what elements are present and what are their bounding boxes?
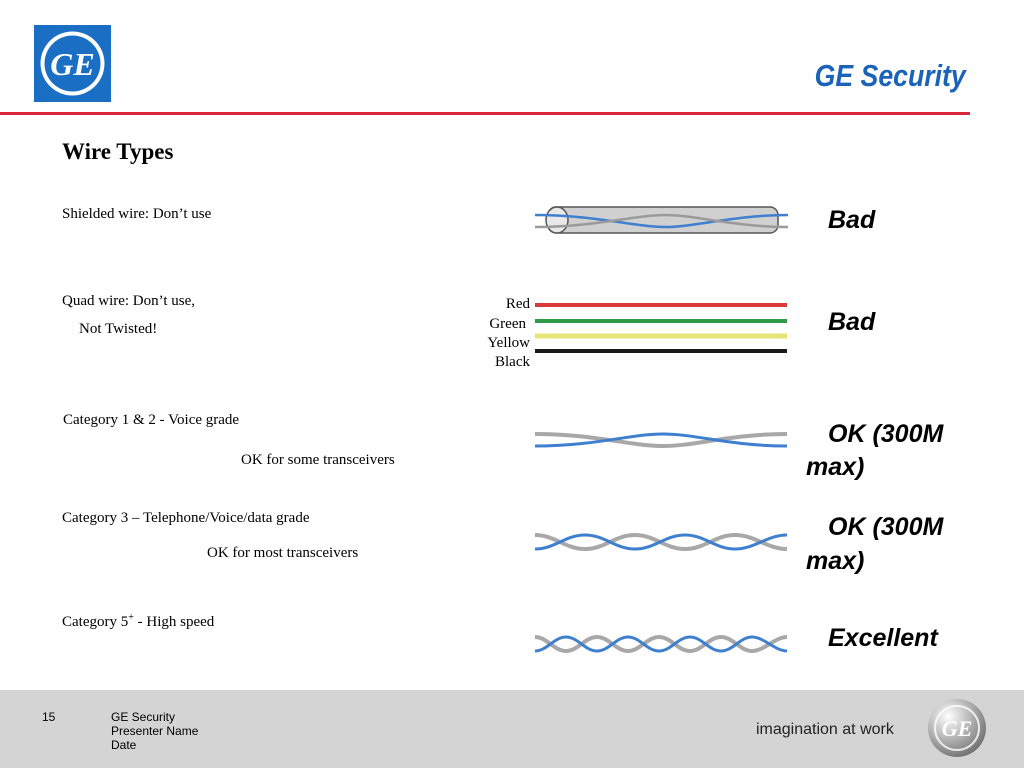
wire-label-yellow: Yellow bbox=[487, 335, 530, 351]
shielded-wire-diagram bbox=[535, 204, 790, 236]
wire-label-red: Red bbox=[505, 296, 530, 312]
row-cat12-note: OK for some transceivers bbox=[241, 452, 395, 468]
row-cat3-rating-line1: OK (300M bbox=[828, 513, 944, 541]
cat5-wire-diagram bbox=[535, 630, 790, 660]
footer-line-3: Date bbox=[111, 738, 137, 752]
ge-monogram-icon bbox=[34, 25, 111, 102]
row-quad-label: Quad wire: Don’t use, bbox=[62, 293, 196, 309]
row-shielded-rating: Bad bbox=[828, 206, 876, 234]
row-cat5-rating: Excellent bbox=[828, 624, 938, 652]
row-shielded-label: Shielded wire: Don’t use bbox=[62, 206, 212, 222]
row-cat12-rating-line2: max) bbox=[806, 453, 865, 481]
row-cat3-label: Category 3 – Telephone/Voice/data grade bbox=[62, 510, 310, 526]
quad-wire-diagram bbox=[535, 300, 790, 356]
row-quad-label-line2: Not Twisted! bbox=[79, 321, 158, 337]
wire-label-black: Black bbox=[495, 354, 530, 370]
page-number: 15 bbox=[42, 710, 56, 724]
header-divider bbox=[0, 112, 970, 115]
row-cat3-note: OK for most transceivers bbox=[207, 545, 359, 561]
row-cat5-label: Category 5+ - High speed bbox=[62, 612, 215, 630]
ge-monogram-icon bbox=[928, 699, 986, 757]
footer-logo-text: GE bbox=[941, 716, 973, 741]
page-title: GE Security bbox=[814, 58, 966, 93]
footer-line-1: GE Security bbox=[111, 710, 176, 724]
ge-logo bbox=[34, 25, 111, 102]
footer-line-2: Presenter Name bbox=[111, 724, 199, 738]
footer-tagline: imagination at work bbox=[756, 721, 894, 738]
footer-ge-logo bbox=[928, 699, 986, 757]
cat12-wire-diagram bbox=[535, 425, 790, 455]
logo-text: GE bbox=[50, 46, 95, 82]
cat3-wire-diagram bbox=[535, 527, 790, 557]
wire-label-green: Green bbox=[489, 316, 526, 332]
row-quad-rating: Bad bbox=[828, 308, 876, 336]
row-cat12-label: Category 1 & 2 - Voice grade bbox=[63, 412, 240, 428]
slide-heading: Wire Types bbox=[62, 139, 174, 164]
row-cat12-rating-line1: OK (300M bbox=[828, 420, 944, 448]
row-cat3-rating-line2: max) bbox=[806, 547, 865, 575]
